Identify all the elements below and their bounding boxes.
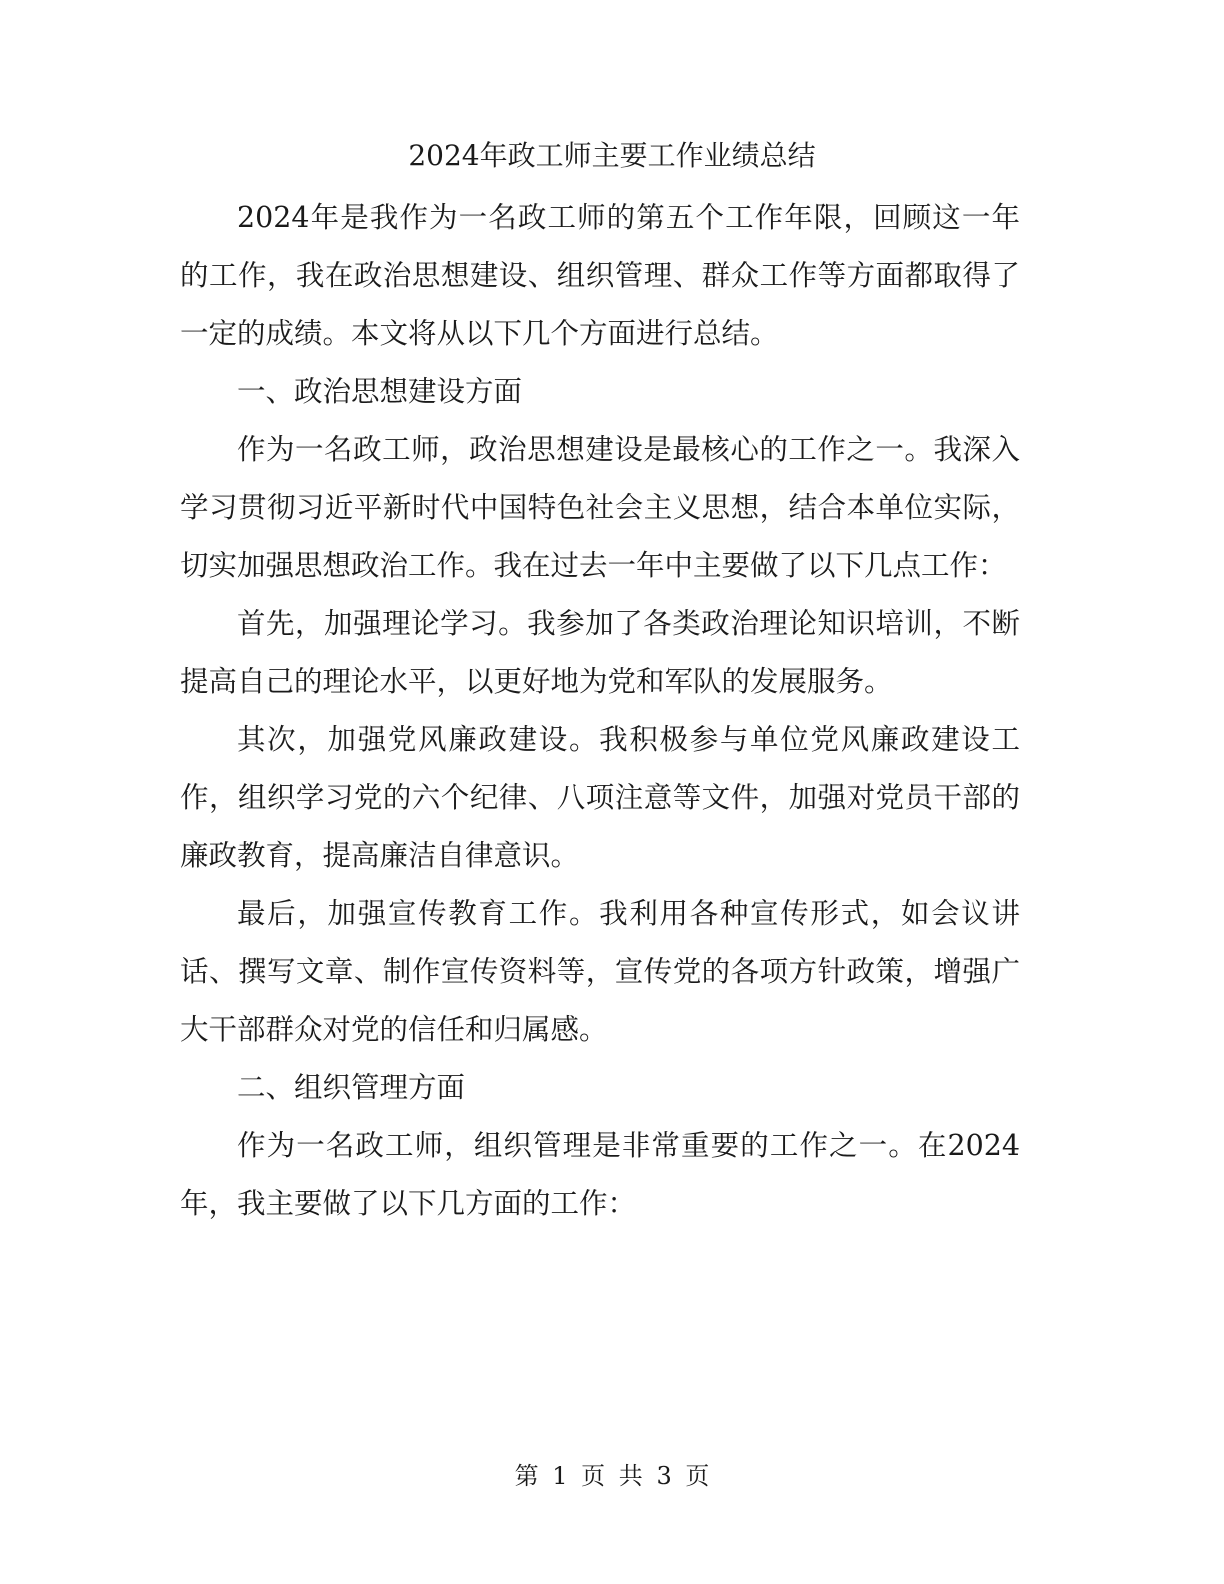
document-title: 2024年政工师主要工作业绩总结 [408, 139, 816, 172]
section-heading-political: 一、政治思想建设方面 [237, 375, 523, 408]
section-heading-organization: 二、组织管理方面 [237, 1071, 466, 1104]
document-body [180, 189, 1020, 1233]
page-footer: 第 1 页 共 3 页 [514, 1462, 710, 1490]
paragraph-publicity: 最后，加强宣传教育工作。我利用各种宣传形式，如会议讲话、撰写文章、制作宣传资料等，宣传党的各项方针政策，增强广大干部群众对党的信任和归属感。 [180, 897, 1020, 1046]
paragraph-political-overview: 作为一名政工师，政治思想建设是最核心的工作之一。我深入学习贯彻习近平新时代中国特色社会主义思想，结合本单位实际，切实加强思想政治工作。我在过去一年中主要做了以下几点工作： [180, 433, 1020, 582]
paragraph-organization-overview: 作为一名政工师，组织管理是非常重要的工作之一。在2024年，我主要做了以下几方面的工作： [180, 1129, 1020, 1220]
paragraph-theory-study: 首先，加强理论学习。我参加了各类政治理论知识培训，不断提高自己的理论水平，以更好地为党和军队的发展服务。 [180, 607, 1020, 698]
paragraph-integrity: 其次，加强党风廉政建设。我积极参与单位党风廉政建设工作，组织学习党的六个纪律、八项注意等文件，加强对党员干部的廉政教育，提高廉洁自律意识。 [180, 723, 1020, 872]
paragraph-intro: 2024年是我作为一名政工师的第五个工作年限，回顾这一年的工作，我在政治思想建设、组织管理、群众工作等方面都取得了一定的成绩。本文将从以下几个方面进行总结。 [180, 201, 1020, 350]
